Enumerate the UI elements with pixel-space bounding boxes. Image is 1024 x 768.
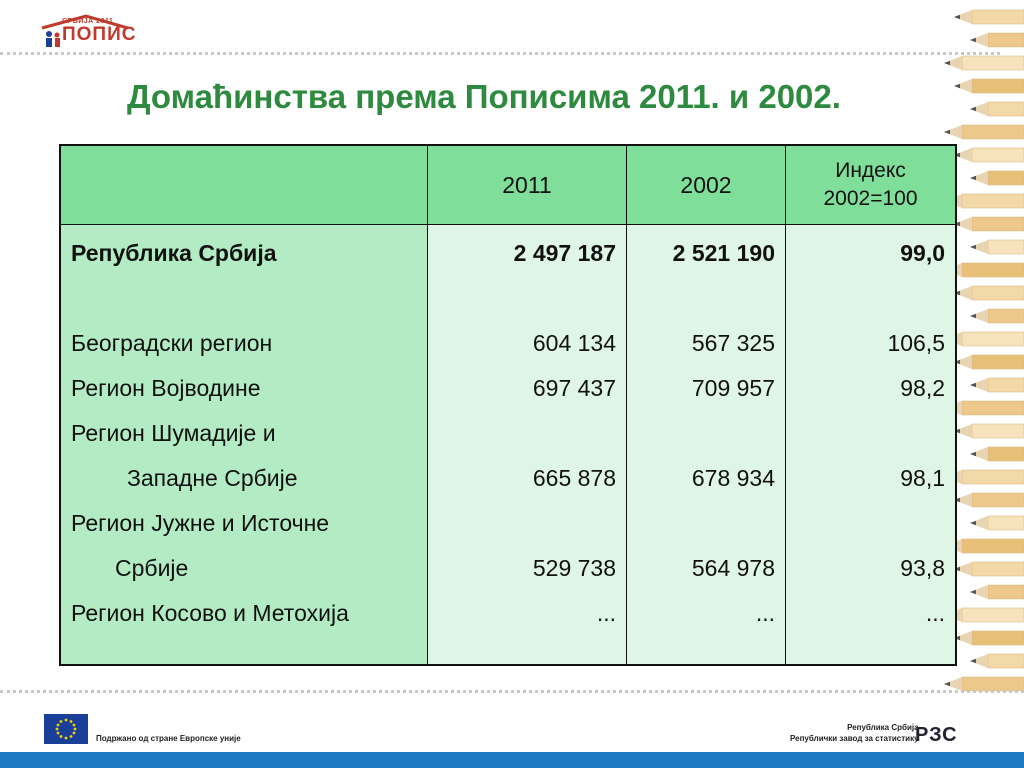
pencil-lead (944, 61, 950, 66)
cell-2011 (428, 501, 627, 591)
pencil-body (972, 424, 1024, 438)
table-row-sumadija (60, 411, 956, 501)
eu-flag-icon (44, 714, 88, 744)
row-label-text: Регион Косово и Метохија (71, 600, 349, 626)
pencil-lead (970, 521, 976, 526)
cell-index (786, 501, 957, 591)
row-label: Регион Војводине (60, 366, 428, 411)
pencil-body (988, 378, 1024, 392)
table-header-row (60, 145, 956, 225)
footer-bar (0, 752, 1024, 768)
cell-2011: ... (428, 591, 627, 665)
row-label-line1: Регион Јужне и Источне (71, 510, 330, 536)
row-label (60, 225, 428, 322)
rzs-text (790, 722, 919, 744)
cell-2002: 709 957 (627, 366, 786, 411)
header-label-cell (60, 145, 428, 225)
header-index-line1: Индекс (835, 159, 906, 182)
pencil-body (972, 217, 1024, 231)
pencil-body (962, 470, 1024, 484)
pencil-body (962, 56, 1024, 70)
pencil-lead (970, 452, 976, 457)
cell-2002: 2 521 190 (627, 225, 786, 322)
row-label: Београдски регион (60, 321, 428, 366)
pencil-lead (970, 314, 976, 319)
pencil-body (988, 447, 1024, 461)
row-label (60, 591, 428, 665)
pencil-body (972, 286, 1024, 300)
pencil-body (962, 401, 1024, 415)
cell-2011: 697 437 (428, 366, 627, 411)
header-index (786, 145, 957, 225)
pencil-lead (970, 38, 976, 43)
rzs-logo: РЗС (915, 724, 958, 746)
pencil-body (988, 102, 1024, 116)
slide-title: Домаћинства према Пописима 2011. и 2002. (127, 78, 841, 115)
pencil-body (988, 654, 1024, 668)
pencil-lead (954, 15, 960, 20)
cell-2002 (627, 411, 786, 501)
cell-2011 (428, 411, 627, 501)
table-row-south-east (60, 501, 956, 591)
cell-2011: 604 134 (428, 321, 627, 366)
pencil-body (972, 562, 1024, 576)
cell-2011: 2 497 187 (428, 225, 627, 322)
popis-logo (40, 14, 137, 48)
table-row-kosovo (60, 591, 956, 665)
cell-index: 98,2 (786, 366, 957, 411)
cell-index: 106,5 (786, 321, 957, 366)
pencil-body (962, 332, 1024, 346)
value: 529 738 (532, 555, 616, 581)
pencil-body (962, 125, 1024, 139)
pencil-body (988, 33, 1024, 47)
value: 98,1 (900, 465, 945, 491)
pencil-lead (970, 659, 976, 664)
logo-mainword: ПОПИС (62, 24, 137, 45)
value: 665 878 (532, 465, 616, 491)
pencil-body (988, 516, 1024, 530)
bottom-dotted-divider (0, 690, 1024, 693)
pencil-body (988, 240, 1024, 254)
table-row-vojvodina (60, 366, 956, 411)
pencil-body (972, 10, 1024, 24)
header-index-line2: 2002=100 (823, 187, 918, 210)
cell-2002: ... (627, 591, 786, 665)
rzs-line2: Републички завод за статистику (790, 734, 919, 743)
pencil-body (972, 79, 1024, 93)
row-label-line2: Западне Србије (127, 465, 298, 491)
value: 678 934 (691, 465, 775, 491)
pencil-lead (954, 84, 960, 89)
table-row-republic (60, 225, 956, 322)
cell-2002 (627, 501, 786, 591)
pencil-body (988, 171, 1024, 185)
table-row-belgrade (60, 321, 956, 366)
pencil-body (972, 631, 1024, 645)
pencil-lead (970, 176, 976, 181)
pencil-lead (944, 682, 950, 687)
row-label (60, 411, 428, 501)
cell-index: ... (786, 591, 957, 665)
eu-support-text: Подржано од стране Европске уније (96, 734, 241, 743)
pencil-body (962, 608, 1024, 622)
header-2002: 2002 (627, 145, 786, 225)
pencil-body (962, 539, 1024, 553)
row-label (60, 501, 428, 591)
row-label-line2: Србије (115, 555, 189, 581)
row-label-line1: Регион Шумадије и (71, 420, 276, 446)
pencil-body (962, 263, 1024, 277)
value: 564 978 (691, 555, 775, 581)
pencil-body (972, 148, 1024, 162)
top-dotted-divider (0, 52, 1000, 55)
row-label-text: Република Србија (71, 240, 277, 266)
pencil-lead (970, 107, 976, 112)
pencil-body (962, 194, 1024, 208)
pencil-lead (970, 245, 976, 250)
households-table (59, 144, 957, 666)
value: 93,8 (900, 555, 945, 581)
pencil-body (972, 493, 1024, 507)
pencil-lead (970, 383, 976, 388)
cell-2002: 567 325 (627, 321, 786, 366)
cell-index: 99,0 (786, 225, 957, 322)
pencil-lead (970, 590, 976, 595)
cell-index (786, 411, 957, 501)
pencil-body (988, 309, 1024, 323)
pencil-lead (944, 130, 950, 135)
pencil-body (972, 355, 1024, 369)
rzs-line1: Република Србија (847, 723, 919, 732)
pencil-body (962, 677, 1024, 691)
header-2011: 2011 (428, 145, 627, 225)
pencil-body (988, 585, 1024, 599)
logo-subtitle: СРБИЈА 2011 (62, 18, 114, 25)
